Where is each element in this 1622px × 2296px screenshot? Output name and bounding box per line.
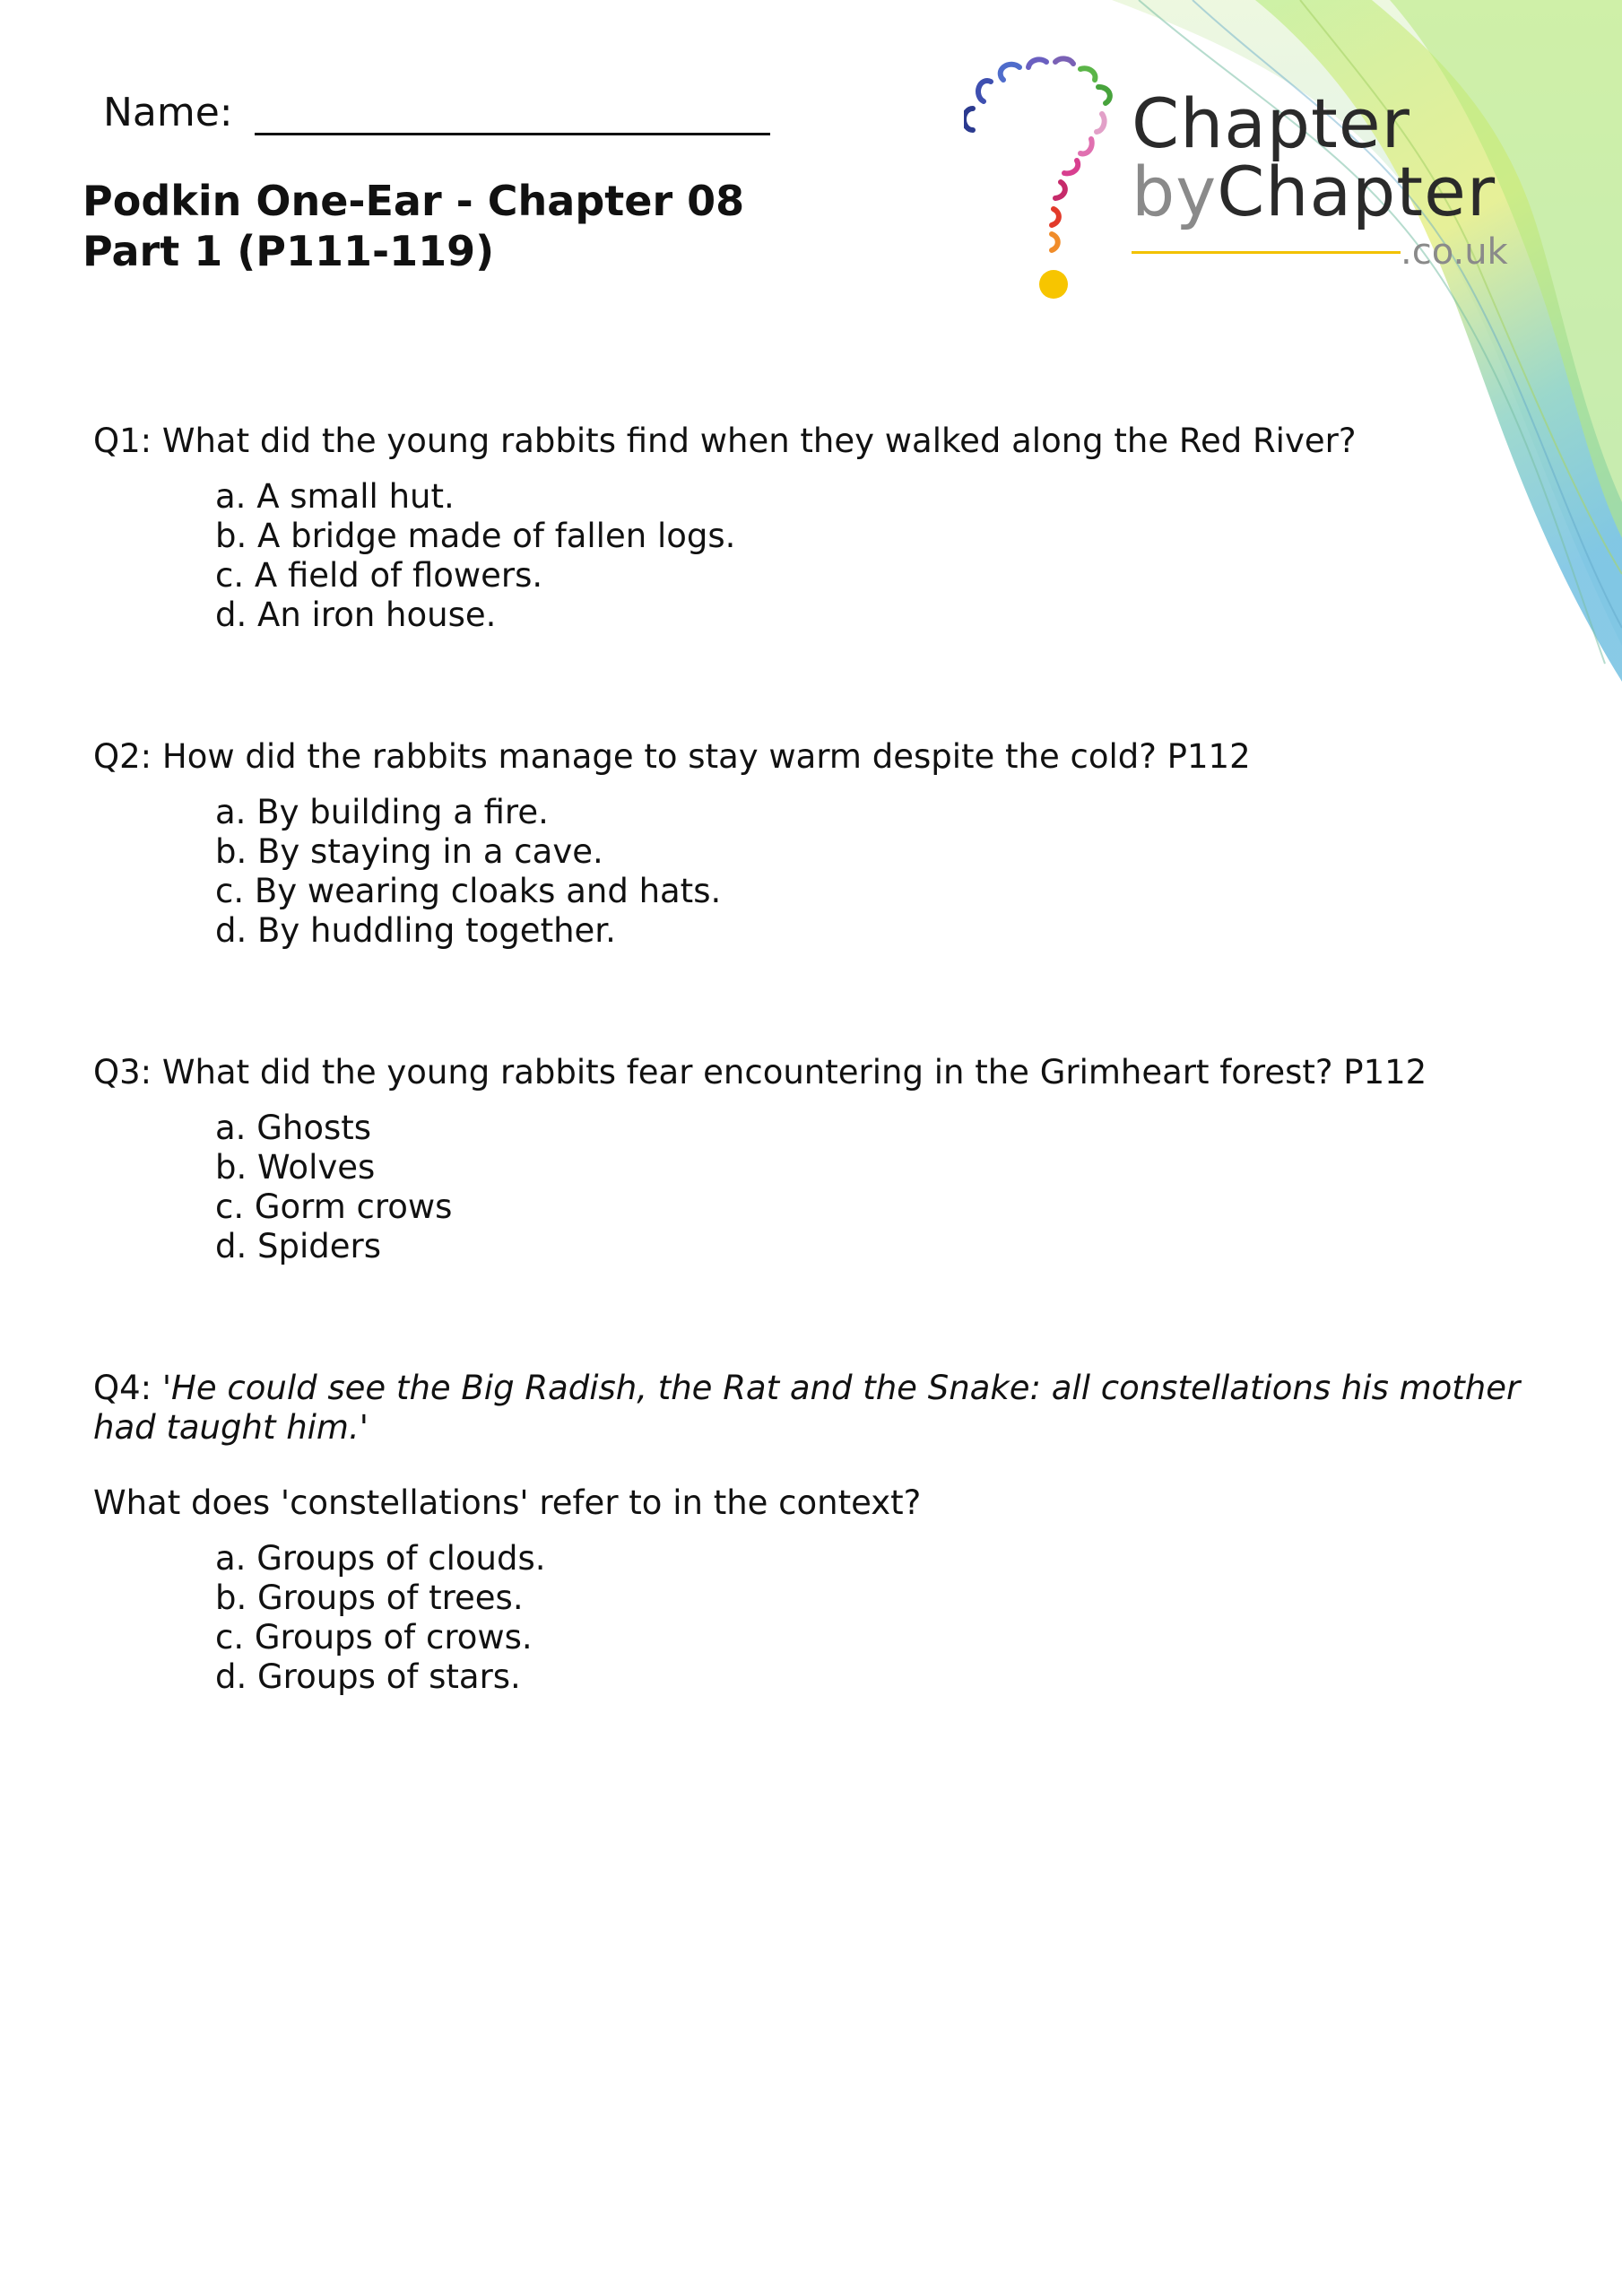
question-2-options (215, 793, 1251, 951)
logo-underline (1132, 251, 1401, 254)
logo-wordmark (1132, 83, 1508, 273)
question-4 (93, 1369, 1520, 1697)
logo-by-text: by (1132, 152, 1218, 231)
name-field[interactable] (103, 90, 770, 135)
question-3-stem: Q3: What did the young rabbits fear encountering in the Grimheart forest? P112 (93, 1053, 1427, 1091)
name-label: Name: (103, 90, 233, 135)
title-line-1: Podkin One-Ear - Chapter 08 (82, 177, 745, 225)
option-c[interactable]: c. Groups of crows. (215, 1618, 533, 1657)
logo-chapter-text: Chapter (1132, 83, 1410, 163)
option-b[interactable]: b. Groups of trees. (215, 1578, 524, 1617)
worksheet-title (82, 176, 744, 276)
question-4-quote-a: 'He could see the Big Radish, the Rat and the Snake: all constellations his mother (161, 1369, 1521, 1407)
option-a[interactable]: a. A small hut. (215, 477, 455, 516)
logo-domain-text: .co.uk (1401, 231, 1508, 273)
option-a[interactable]: a. Groups of clouds. (215, 1539, 546, 1578)
option-a[interactable]: a. By building a fire. (215, 793, 549, 831)
question-3 (93, 1053, 1427, 1266)
question-4-quote-line-1 (93, 1369, 1520, 1408)
question-2 (93, 737, 1251, 951)
option-d[interactable]: d. Groups of stars. (215, 1657, 521, 1696)
question-4-options (215, 1539, 1520, 1697)
title-line-2: Part 1 (P111-119) (82, 227, 495, 275)
option-c[interactable]: c. By wearing cloaks and hats. (215, 872, 722, 910)
question-2-stem: Q2: How did the rabbits manage to stay warm despite the cold? P112 (93, 737, 1251, 776)
logo-bychapter-text (1132, 152, 1496, 231)
option-b[interactable]: b. A bridge made of fallen logs. (215, 517, 736, 555)
question-1-stem: Q1: What did the young rabbits find when they walked along the Red River? (93, 422, 1357, 460)
question-4-stem: What does 'constellations' refer to in the context? (93, 1483, 922, 1522)
option-c[interactable]: c. A field of flowers. (215, 556, 543, 595)
question-1-options (215, 477, 1356, 635)
option-b[interactable]: b. By staying in a cave. (215, 832, 603, 871)
question-1 (93, 422, 1356, 635)
option-d[interactable]: d. By huddling together. (215, 911, 616, 950)
question-4-quote-line-2 (93, 1408, 1520, 1448)
name-blank-line[interactable] (255, 90, 770, 135)
option-c[interactable]: c. Gorm crows (215, 1187, 453, 1226)
question-4-prefix: Q4: (93, 1369, 162, 1407)
option-a[interactable]: a. Ghosts (215, 1109, 372, 1147)
option-d[interactable]: d. Spiders (215, 1227, 381, 1265)
logo-chapter2-text: Chapter (1217, 152, 1496, 231)
question-3-options (215, 1109, 1427, 1266)
option-b[interactable]: b. Wolves (215, 1148, 376, 1187)
option-d[interactable]: d. An iron house. (215, 596, 497, 634)
question-4-quote-b: had taught him.' (93, 1408, 369, 1447)
